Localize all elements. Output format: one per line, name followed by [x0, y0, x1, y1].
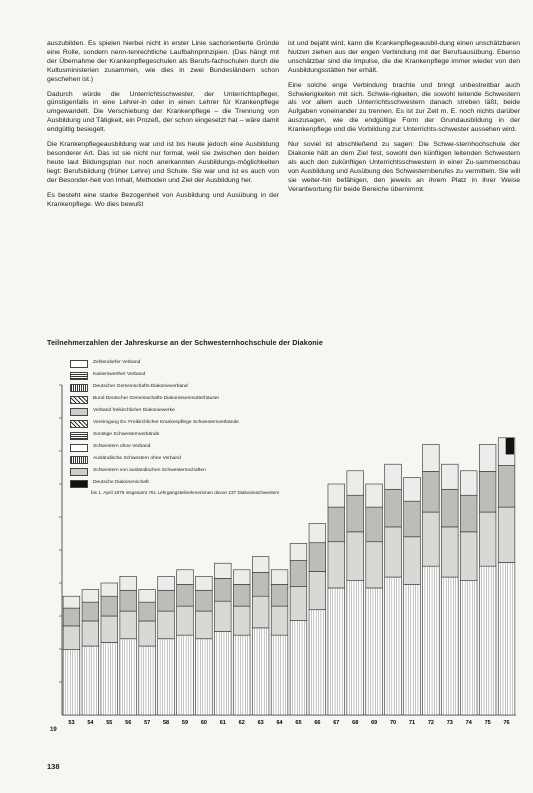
bar	[498, 438, 515, 715]
x-tick-label: 53	[68, 720, 75, 726]
paragraph: auszubilden. Es spielen hierbei nicht in erster Linie sachorientierte Gründe eine Rolle, sondern nenn-tenrechtliche Laufbahnprinzipien. (Das hängt mit der Übernahme der Krankenpflegeschulen als Berufs-fachschulen durch die Kultusministerien zusammen, wie dies in zwei Bundesländern schon geschehen ist.)	[47, 40, 279, 83]
x-tick-label: 69	[371, 720, 378, 726]
legend-label: Verband freikirchlicher Diakoniewerke	[93, 408, 175, 413]
bar-segment	[385, 464, 402, 489]
bar	[404, 477, 421, 715]
bar	[101, 583, 118, 715]
bar-segment	[139, 590, 156, 603]
bar	[271, 570, 288, 715]
bar-segment	[479, 471, 496, 512]
legend-item	[70, 372, 290, 380]
bar	[139, 590, 156, 715]
x-tick-label: 64	[276, 720, 283, 726]
bar	[214, 563, 231, 715]
bar-segment	[82, 590, 99, 603]
bar-segment	[460, 495, 477, 532]
legend-note: bis 1. April 1976 insgesamt 761 Lehrgangsteilnehmerinnen davon 237 Diakonieschwestern	[91, 490, 280, 495]
x-tick-label: 66	[314, 720, 321, 726]
bar-segment	[120, 576, 137, 590]
bar-segment	[252, 557, 269, 573]
bar-segment	[233, 570, 250, 585]
bar-segment	[441, 527, 458, 577]
paragraph: Nur soviel ist abschließend zu sagen: Die Schwe-sternhochschule der Diakonie hält an dem Ziel fest, sowohl den künftigen leitenden Schwestern als auch den zukünftigen Unterrichtsschwestern in einer Zu-sammenschau von Ausbildung und Ausübung des Schwesternberufes zu vermitteln. Sie will sie weiter-hin befähigen, den jeweils an ihrem Platz in ihrer Weise Verantwortung für beide Bereiche übernimmt.	[288, 141, 520, 193]
legend-swatch	[70, 360, 88, 368]
bar-segment	[423, 512, 440, 566]
bar-segment	[404, 477, 421, 501]
paragraph: Es besteht eine starke Bezogenheit von Ausbildung und Ausübung in der Krankenpflege. Wo dies bewußt	[47, 191, 279, 208]
x-tick-labels	[68, 720, 509, 726]
legend-label: Deutscher Gemeinschafts-Diakonieverband	[93, 384, 188, 389]
paragraph: Eine solche enge Verbindung brachte und bringt unbestreitbar auch Schwierigkeiten mit sich. Schwie-rigkeiten, die sowohl leitende Schwestern als vor allem auch Unterrichtsschwestern danach streben läßt, beide Aufgaben voneinander zu trennen. Es ist zur Zeit m. E. noch nichts darüber auszusagen, wie die endgültige Form der Grundausbildung in der Krankenpflege und die Vorbildung zur Unterrichts-schwester aussehen wird.	[288, 81, 520, 134]
bar-segment	[101, 583, 118, 596]
legend-item	[70, 480, 290, 488]
legend-item	[70, 456, 290, 464]
bar-segment	[120, 590, 137, 611]
legend-label: Vereinigung Ev. Freikirchlicher Krankenpflege Schwesternverbände	[93, 420, 239, 425]
legend-label: Sonstige Schwesternverbände	[93, 432, 160, 437]
bar-segment	[423, 471, 440, 512]
bar-segment	[101, 616, 118, 642]
bar-segment	[101, 596, 118, 616]
legend-label: Ausländische Schwestern ohne Verband	[93, 456, 181, 461]
bar-segment	[309, 543, 326, 572]
legend-swatch	[70, 432, 88, 440]
legend-swatch	[70, 468, 88, 476]
bar-segment	[290, 543, 307, 560]
x-tick-label: 63	[257, 720, 264, 726]
bar	[423, 444, 440, 715]
bar-segment	[214, 601, 231, 631]
x-tick-label: 59	[181, 720, 189, 726]
legend-swatch	[70, 420, 88, 428]
bar-segment	[328, 542, 345, 588]
legend-label: Schwestern von ausländischen Schwesternschaften	[93, 468, 206, 473]
x-tick-label: 70	[389, 720, 397, 726]
bar-segment	[328, 484, 345, 507]
bar-segment	[290, 561, 307, 587]
legend-item	[70, 396, 290, 404]
bar-segment	[63, 626, 80, 650]
bar	[347, 471, 364, 715]
legend-label: Bund Deutscher Gemeinschafts-Diakonissenmutterhäuser	[93, 396, 220, 401]
bar-segment	[441, 464, 458, 489]
x-tick-label: 76	[503, 720, 510, 726]
bar-segment	[366, 484, 383, 507]
legend-items	[70, 360, 290, 488]
legend-item	[70, 360, 290, 368]
bar	[441, 464, 458, 715]
bar	[366, 484, 383, 715]
bar	[233, 570, 250, 715]
bar-segment	[120, 611, 137, 639]
bar-segment	[328, 507, 345, 542]
bar-segment	[196, 611, 213, 639]
x-tick-label: 58	[162, 720, 170, 726]
bar-segment	[82, 602, 99, 621]
bar-segment	[385, 527, 402, 577]
chart-legend	[70, 360, 290, 496]
legend-label: Zehlendorfer Verband	[93, 360, 141, 365]
bar	[63, 596, 80, 715]
bar-segment-black	[506, 438, 514, 455]
paragraph: Dadurch würde die Unterrichtsschwester, der Unterrichtspfleger, günstigenfalls in eine Lehrer-in oder in einen Lehrer für Krankenpflege umgewandelt. Die Verschiebung der Krankenpflege – die Trennung von Ausbildung und Tätigkeit, ein Prozeß, der schon eingesetzt hat – wäre damit endgültig besiegelt.	[47, 90, 279, 134]
legend-swatch	[70, 408, 88, 416]
bar-segment	[271, 584, 288, 606]
bar	[460, 471, 477, 715]
bar-segment	[347, 471, 364, 495]
legend-item	[70, 468, 290, 476]
x-tick-label: 68	[352, 720, 359, 726]
page-number: 138	[47, 762, 60, 771]
bar-segment	[404, 501, 421, 537]
bar-segment	[498, 466, 515, 508]
bar-segment	[309, 524, 326, 543]
bar-segment	[214, 563, 231, 578]
legend-item	[70, 384, 290, 392]
x-tick-label: 60	[200, 720, 207, 726]
bar-segment	[479, 512, 496, 566]
bar	[479, 444, 496, 715]
bar	[196, 576, 213, 715]
bar-segment	[177, 606, 194, 635]
x-tick-label: 61	[219, 720, 226, 726]
bar	[252, 557, 269, 715]
bar-segment	[423, 444, 440, 471]
bar-segment	[139, 621, 156, 646]
x-tick-label: 67	[333, 720, 340, 726]
paragraph: ist und bejaht wird, kann die Krankenpflegeausbil-dung einen unschätzbaren Nutzen ziehen aus der engen Verbindung mit der Berufsausübung. Ebenso unschätzbar sind die Impulse, die die Krankenpflege immer wieder von den Ausbildungsstätten her erhält.	[288, 40, 520, 74]
bar	[177, 570, 194, 715]
bar-segment	[366, 542, 383, 588]
legend-swatch	[70, 456, 88, 464]
bar	[82, 590, 99, 715]
legend-swatch	[70, 444, 88, 452]
legend-label: Kaiserswerther Verband	[93, 372, 146, 377]
x-tick-label: 72	[427, 720, 434, 726]
bar-segment	[233, 584, 250, 606]
bar-segment	[252, 596, 269, 628]
bar-segment	[82, 621, 99, 646]
x-tick-label: 62	[238, 720, 245, 726]
bar-segment	[271, 570, 288, 585]
bar-segment	[158, 590, 175, 611]
legend-item	[70, 432, 290, 440]
bar-segment	[177, 570, 194, 585]
legend-item	[70, 444, 290, 452]
x-tick-label: 74	[465, 720, 472, 726]
bar	[309, 524, 326, 715]
bar	[290, 543, 307, 715]
paragraph: Die Krankenpflegeausbildung war und ist bis heute jedoch eine Ausbildung besonderer Art. Das ist sie nicht nur formal, weil sie zwischen den beiden heute laut Bildungsplan nur noch anerkannten Ausbildungs-möglichkeiten liegt: Berufsbildung (früher Lehre) und Schule. Sie war und ist es auch von der Besonder-heit von Inhalt, Methoden und Ziel der Ausbildung her.	[47, 141, 279, 184]
bar-segment	[158, 576, 175, 590]
year-prefix: 19	[50, 727, 57, 733]
bar-segment	[233, 606, 250, 635]
x-tick-label: 65	[295, 720, 302, 726]
bar-segment	[271, 606, 288, 635]
bar-segment	[404, 537, 421, 585]
chart-title: Teilnehmerzahlen der Jahreskurse an der Schwesternhochschule der Diakonie	[47, 338, 323, 347]
bar	[158, 576, 175, 715]
bar	[328, 484, 345, 715]
x-tick-label: 73	[446, 720, 453, 726]
bar-segment	[252, 572, 269, 596]
bar-segment	[460, 532, 477, 581]
left-text-column	[47, 40, 279, 215]
bar-segment	[460, 471, 477, 495]
bar-segment	[385, 489, 402, 527]
legend-label: Deutsche Diakonenschaft	[93, 480, 149, 485]
x-tick-label: 71	[408, 720, 416, 726]
bar-segment	[498, 507, 515, 562]
bar-segment	[441, 489, 458, 527]
bar-segment	[158, 611, 175, 639]
bar-segment	[196, 576, 213, 590]
bar-segment	[139, 602, 156, 621]
bar-segment	[366, 507, 383, 542]
bar-segment	[63, 596, 80, 608]
bar-segment	[309, 571, 326, 609]
bar	[120, 576, 137, 715]
bar-segment	[290, 586, 307, 620]
legend-swatch	[70, 384, 88, 392]
bar-segment	[196, 590, 213, 611]
legend-swatch	[70, 480, 88, 488]
legend-item	[70, 420, 290, 428]
bar-segment	[177, 584, 194, 606]
bar-segment	[63, 608, 80, 626]
legend-label: Schwestern ohne Verband	[93, 444, 151, 449]
bar	[385, 464, 402, 715]
bar-segment	[479, 444, 496, 471]
legend-swatch	[70, 372, 88, 380]
legend-swatch	[70, 396, 88, 404]
x-tick-label: 56	[125, 720, 132, 726]
bar-segment	[214, 578, 231, 601]
bar-segment	[347, 495, 364, 532]
x-tick-label: 54	[87, 720, 94, 726]
x-tick-label: 55	[106, 720, 113, 726]
bar-segment	[347, 532, 364, 581]
legend-item	[70, 408, 290, 416]
right-text-column	[288, 40, 520, 201]
x-tick-label: 75	[484, 720, 491, 726]
x-tick-label: 57	[144, 720, 151, 726]
